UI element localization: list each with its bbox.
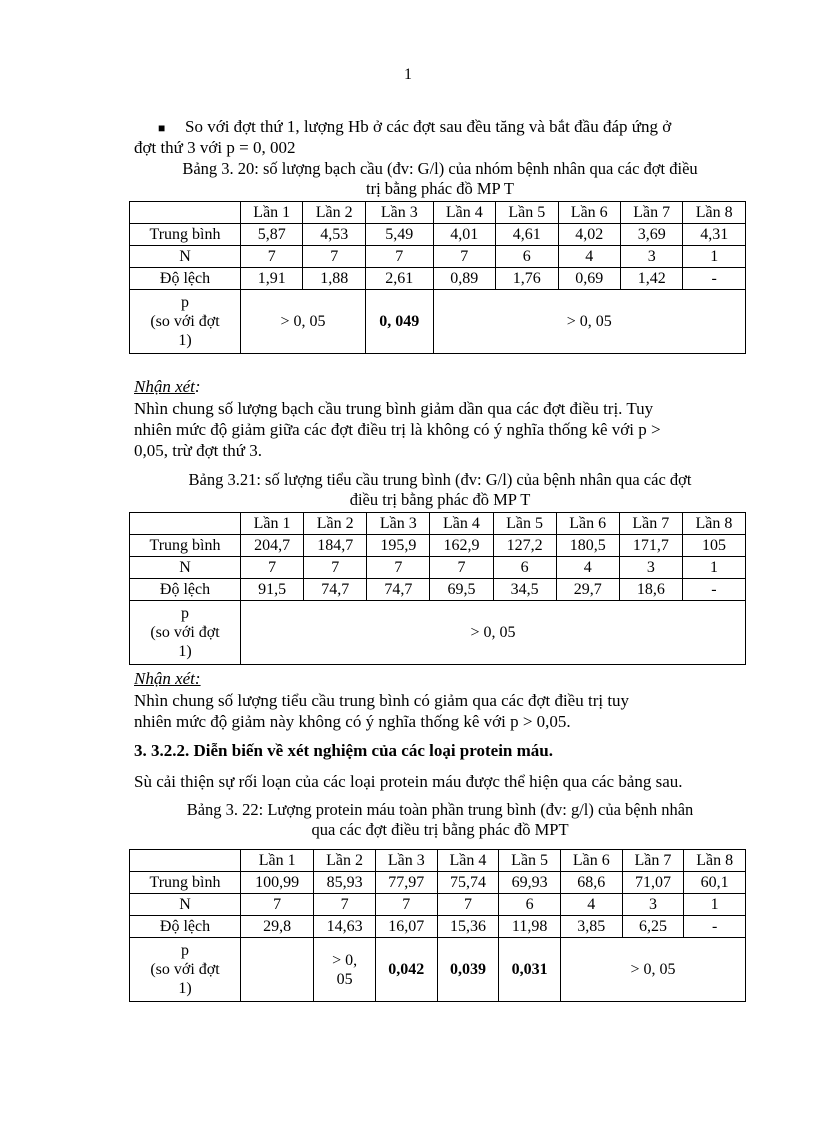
table-cell: - — [682, 579, 745, 601]
header-cell: Lần 8 — [684, 850, 746, 872]
table-cell: 6,25 — [622, 916, 684, 938]
bullet-text-line2: đợt thứ 3 với p = 0, 002 — [134, 138, 296, 157]
row-label-p — [130, 938, 241, 1002]
header-cell: Lần 1 — [241, 202, 303, 224]
table-cell: 7 — [314, 894, 376, 916]
table-cell: 6 — [499, 894, 561, 916]
table-row-n — [130, 557, 746, 579]
table-cell: 68,6 — [560, 872, 622, 894]
header-cell: Lần 7 — [622, 850, 684, 872]
header-cell: Lần 7 — [619, 513, 682, 535]
p-value-cell: > 0, 05 — [241, 290, 366, 354]
table-cell: 2,61 — [365, 268, 433, 290]
header-cell: Lần 3 — [367, 513, 430, 535]
header-cell: Lần 6 — [560, 850, 622, 872]
header-cell: Lần 4 — [430, 513, 493, 535]
remark1-line2: nhiên mức độ giảm giữa các đợt điều trị là không có ý nghĩa thống kê với p > — [134, 420, 661, 439]
table-row-p — [130, 938, 746, 1002]
header-cell: Lần 3 — [375, 850, 437, 872]
table-cell: 91,5 — [241, 579, 304, 601]
row-label-p — [130, 601, 241, 665]
table-cell: 16,07 — [375, 916, 437, 938]
table-cell: 7 — [430, 557, 493, 579]
table-cell: 3,69 — [620, 224, 682, 246]
table-cell: 4 — [558, 246, 620, 268]
table-header-row — [130, 513, 746, 535]
section-intro: Sù cải thiện sự rối loạn của các loại protein máu được thể hiện qua các bảng sau. — [134, 772, 683, 791]
table-row-mean — [130, 872, 746, 894]
table-cell: 5,49 — [365, 224, 433, 246]
table-cell: 3 — [622, 894, 684, 916]
p-label-line2: (so với đợt — [150, 624, 220, 641]
remark2-line2: nhiên mức độ giảm này không có ý nghĩa thống kê với p > 0,05. — [134, 712, 571, 731]
table-cell: 7 — [367, 557, 430, 579]
table1-caption-line2: trị bằng phác đồ MP T — [365, 179, 515, 198]
table-cell: 4 — [560, 894, 622, 916]
table-row-deviation — [130, 916, 746, 938]
row-label-p — [130, 290, 241, 354]
table-row-p — [130, 290, 746, 354]
table-cell: 4,61 — [496, 224, 558, 246]
header-cell: Lần 1 — [241, 850, 314, 872]
table-cell: 14,63 — [314, 916, 376, 938]
header-cell: Lần 6 — [556, 513, 619, 535]
table-cell: 7 — [241, 557, 304, 579]
table-cell: 85,93 — [314, 872, 376, 894]
page-number: 1 — [404, 66, 412, 83]
p-value-cell-significant: 0,042 — [375, 938, 437, 1002]
table-cell: 29,7 — [556, 579, 619, 601]
table-header-row — [130, 202, 746, 224]
table-cell: 69,93 — [499, 872, 561, 894]
table-cell: 18,6 — [619, 579, 682, 601]
header-cell: Lần 8 — [682, 513, 745, 535]
table-cell: 4,01 — [433, 224, 495, 246]
table-cell: 7 — [365, 246, 433, 268]
table-cell: - — [684, 916, 746, 938]
table3-caption-line2: qua các đợt điều trị bằng phác đồ MPT — [311, 820, 569, 839]
table-cell: 4 — [556, 557, 619, 579]
table-cell: 69,5 — [430, 579, 493, 601]
table-white-blood-cells — [129, 201, 746, 354]
table-cell: 7 — [304, 557, 367, 579]
empty-header-cell — [130, 513, 241, 535]
header-cell: Lần 4 — [433, 202, 495, 224]
table-cell: 204,7 — [241, 535, 304, 557]
table2-caption-line2: điều trị bằng phác đồ MP T — [349, 490, 531, 509]
p-value-cell: > 0, 05 — [433, 290, 745, 354]
header-cell: Lần 5 — [496, 202, 558, 224]
table-cell: 6 — [493, 557, 556, 579]
remark1-label: Nhận xét — [134, 377, 195, 396]
table-cell: 162,9 — [430, 535, 493, 557]
table-cell: 3,85 — [560, 916, 622, 938]
table-row-n — [130, 894, 746, 916]
table1-caption-line1: Bảng 3. 20: số lượng bạch cầu (đv: G/l) của nhóm bệnh nhân qua các đợt điều — [182, 159, 698, 178]
p-value-cell-significant: 0,039 — [437, 938, 499, 1002]
p-label-line3: 1) — [178, 643, 192, 660]
header-cell: Lần 2 — [303, 202, 365, 224]
row-label: Trung bình — [130, 224, 241, 246]
table-cell: 1,76 — [496, 268, 558, 290]
table-cell: 0,89 — [433, 268, 495, 290]
table-cell: 7 — [303, 246, 365, 268]
header-cell: Lần 8 — [683, 202, 746, 224]
p-label-line1: p — [181, 605, 189, 622]
table-header-row — [130, 850, 746, 872]
row-label: Độ lệch — [130, 579, 241, 601]
p-value-cell: > 0, 05 — [241, 601, 746, 665]
table-cell: 1,88 — [303, 268, 365, 290]
table-cell: 75,74 — [437, 872, 499, 894]
table3-caption-line1: Bảng 3. 22: Lượng protein máu toàn phần trung bình (đv: g/l) của bệnh nhân — [186, 800, 694, 819]
p-label-line3: 1) — [178, 332, 192, 349]
header-cell: Lần 5 — [493, 513, 556, 535]
table-cell: 77,97 — [375, 872, 437, 894]
section-heading: 3. 3.2.2. Diễn biến về xét nghiệm của các loại protein máu. — [134, 741, 553, 760]
table-cell: 1 — [684, 894, 746, 916]
p-label-line2: (so với đợt — [150, 961, 220, 978]
header-cell: Lần 4 — [437, 850, 499, 872]
table-cell: 1,91 — [241, 268, 303, 290]
table-cell: 5,87 — [241, 224, 303, 246]
p-label-line3: 1) — [178, 980, 192, 997]
bullet-text-line1: So với đợt thứ 1, lượng Hb ở các đợt sau đều tăng và bắt đầu đáp ứng ở — [185, 117, 672, 136]
table-cell: 195,9 — [367, 535, 430, 557]
header-cell: Lần 2 — [304, 513, 367, 535]
table-row-mean — [130, 224, 746, 246]
table-row-deviation — [130, 268, 746, 290]
p-label-line1: p — [181, 294, 189, 311]
table-cell: - — [683, 268, 746, 290]
header-cell: Lần 7 — [620, 202, 682, 224]
table-cell: 127,2 — [493, 535, 556, 557]
empty-header-cell — [130, 850, 241, 872]
p-value-line2: 05 — [336, 970, 353, 988]
p-value-cell: > 0, 05 — [560, 938, 745, 1002]
table-row-p — [130, 601, 746, 665]
table-cell: 4,02 — [558, 224, 620, 246]
remark1-line3: 0,05, trừ đợt thứ 3. — [134, 441, 262, 460]
remark1-colon: : — [194, 377, 201, 396]
table-cell: 3 — [620, 246, 682, 268]
table-cell: 7 — [437, 894, 499, 916]
table-cell: 3 — [619, 557, 682, 579]
table-cell: 7 — [433, 246, 495, 268]
table-row-mean — [130, 535, 746, 557]
p-value-cell-empty — [241, 938, 314, 1002]
table-row-deviation — [130, 579, 746, 601]
p-label-line2: (so với đợt — [150, 313, 220, 330]
row-label: Trung bình — [130, 872, 241, 894]
remark2-line1: Nhìn chung số lượng tiểu cầu trung bình có giảm qua các đợt điều trị tuy — [134, 691, 630, 710]
table-cell: 171,7 — [619, 535, 682, 557]
table-cell: 4,31 — [683, 224, 746, 246]
table-cell: 11,98 — [499, 916, 561, 938]
remark1-line1: Nhìn chung số lượng bạch cầu trung bình giảm dần qua các đợt điều trị. Tuy — [134, 399, 654, 418]
table-cell: 34,5 — [493, 579, 556, 601]
row-label: N — [130, 557, 241, 579]
table-cell: 15,36 — [437, 916, 499, 938]
table-row-n — [130, 246, 746, 268]
table-cell: 29,8 — [241, 916, 314, 938]
table-cell: 105 — [682, 535, 745, 557]
remark2-label-line — [134, 668, 746, 689]
header-cell: Lần 3 — [365, 202, 433, 224]
table2-caption-line1: Bảng 3.21: số lượng tiểu cầu trung bình (đv: G/l) của bệnh nhân qua các đợt — [188, 470, 692, 489]
p-value-cell-significant: 0, 049 — [365, 290, 433, 354]
table-cell: 100,99 — [241, 872, 314, 894]
p-value-cell-significant: 0,031 — [499, 938, 561, 1002]
table-total-protein — [129, 849, 746, 1002]
table-platelets — [129, 512, 746, 665]
row-label: Độ lệch — [130, 916, 241, 938]
header-cell: Lần 6 — [558, 202, 620, 224]
p-value-line1: > 0, — [332, 951, 358, 969]
table-cell: 184,7 — [304, 535, 367, 557]
table-cell: 71,07 — [622, 872, 684, 894]
table-cell: 7 — [375, 894, 437, 916]
table-cell: 4,53 — [303, 224, 365, 246]
row-label: Độ lệch — [130, 268, 241, 290]
table-cell: 7 — [241, 246, 303, 268]
remark2-label: Nhận xét: — [134, 669, 201, 688]
empty-header-cell — [130, 202, 241, 224]
header-cell: Lần 2 — [314, 850, 376, 872]
table-cell: 1 — [682, 557, 745, 579]
row-label: N — [130, 246, 241, 268]
table-cell: 74,7 — [367, 579, 430, 601]
row-label: N — [130, 894, 241, 916]
table-cell: 0,69 — [558, 268, 620, 290]
row-label: Trung bình — [130, 535, 241, 557]
p-label-line1: p — [181, 942, 189, 959]
table-cell: 60,1 — [684, 872, 746, 894]
table-cell: 180,5 — [556, 535, 619, 557]
table-cell: 6 — [496, 246, 558, 268]
p-value-cell — [314, 938, 376, 1002]
table-cell: 1,42 — [620, 268, 682, 290]
table-cell: 74,7 — [304, 579, 367, 601]
remark1-label-line — [134, 376, 746, 397]
header-cell: Lần 1 — [241, 513, 304, 535]
header-cell: Lần 5 — [499, 850, 561, 872]
table-cell: 7 — [241, 894, 314, 916]
table-cell: 1 — [683, 246, 746, 268]
